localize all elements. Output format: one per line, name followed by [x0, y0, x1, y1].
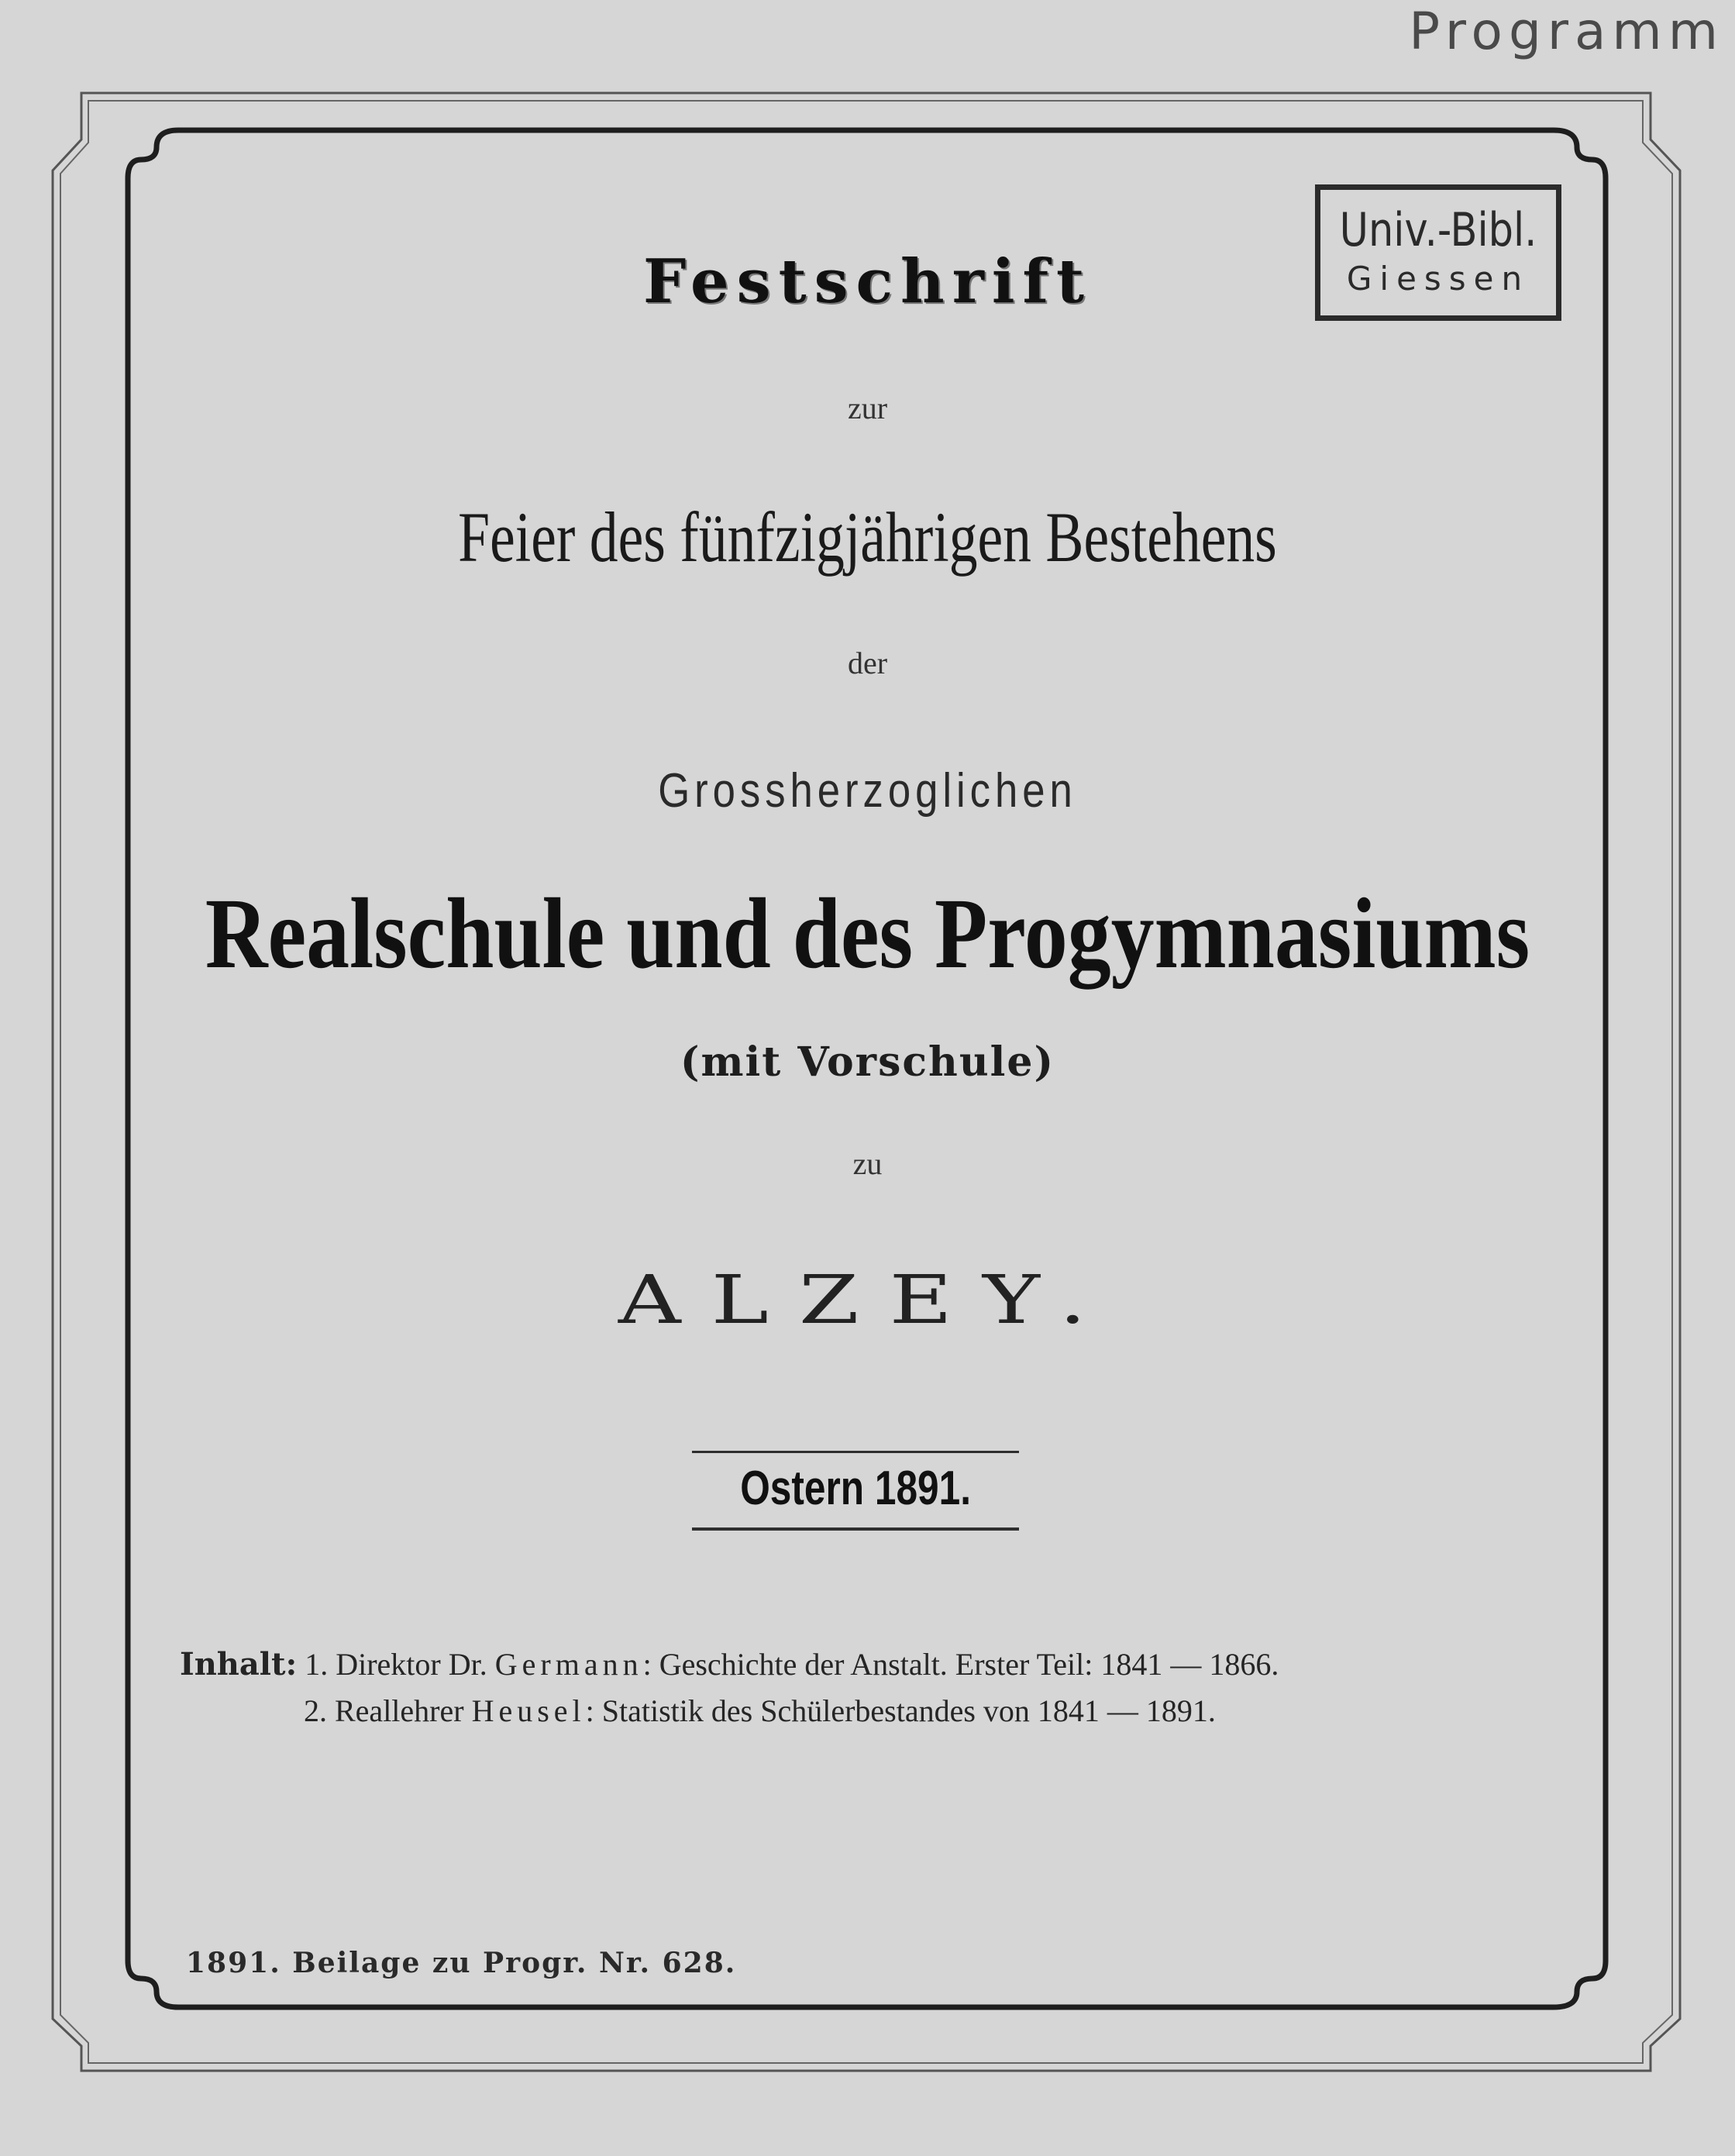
mit-vorschule-text: (mit Vorschule) [680, 1038, 1055, 1086]
contents-item-2-number: 2. [304, 1693, 327, 1728]
schools-heading: Realschule und des Progymnasiums [205, 878, 1530, 990]
feier-heading: Feier des fünfzigjährigen Bestehens [458, 498, 1277, 577]
contents-item-2-prefix: Reallehrer [335, 1693, 464, 1728]
contents-block [180, 1641, 1279, 1734]
contents-line-1 [180, 1641, 1279, 1688]
corner-label: Programm [1409, 2, 1724, 61]
stamp-line-1: Univ.-Bibl. [1339, 203, 1537, 257]
zu-text: zu [852, 1146, 883, 1181]
stamp-line-2: Giessen [1346, 260, 1530, 298]
festschrift-heading: Festschrift [642, 246, 1093, 317]
contents-item-1-prefix: Direktor Dr. [336, 1647, 487, 1682]
contents-item-1-name: Germann [494, 1647, 643, 1682]
contents-item-2-name: Heusel [471, 1693, 586, 1728]
grossherzoglichen-text: Grossherzoglichen [658, 764, 1077, 818]
contents-item-1-text: : Geschichte der Anstalt. Erster Teil: 1841 — 1866. [642, 1647, 1279, 1682]
zur-text: zur [847, 391, 888, 425]
der-text: der [847, 646, 888, 680]
contents-item-1-number: 1. [305, 1647, 329, 1682]
footer-note: 1891. Beilage zu Progr. Nr. 628. [186, 1947, 737, 1979]
date-text: Ostern 1891. [740, 1462, 971, 1515]
date-box [692, 1451, 1019, 1531]
contents-item-2-text: : Statistik des Schülerbestandes von 1841 — 1891. [585, 1693, 1216, 1728]
contents-label: Inhalt: [180, 1646, 298, 1682]
contents-line-2 [180, 1688, 1279, 1734]
place-heading: ALZEY. [618, 1262, 1117, 1339]
